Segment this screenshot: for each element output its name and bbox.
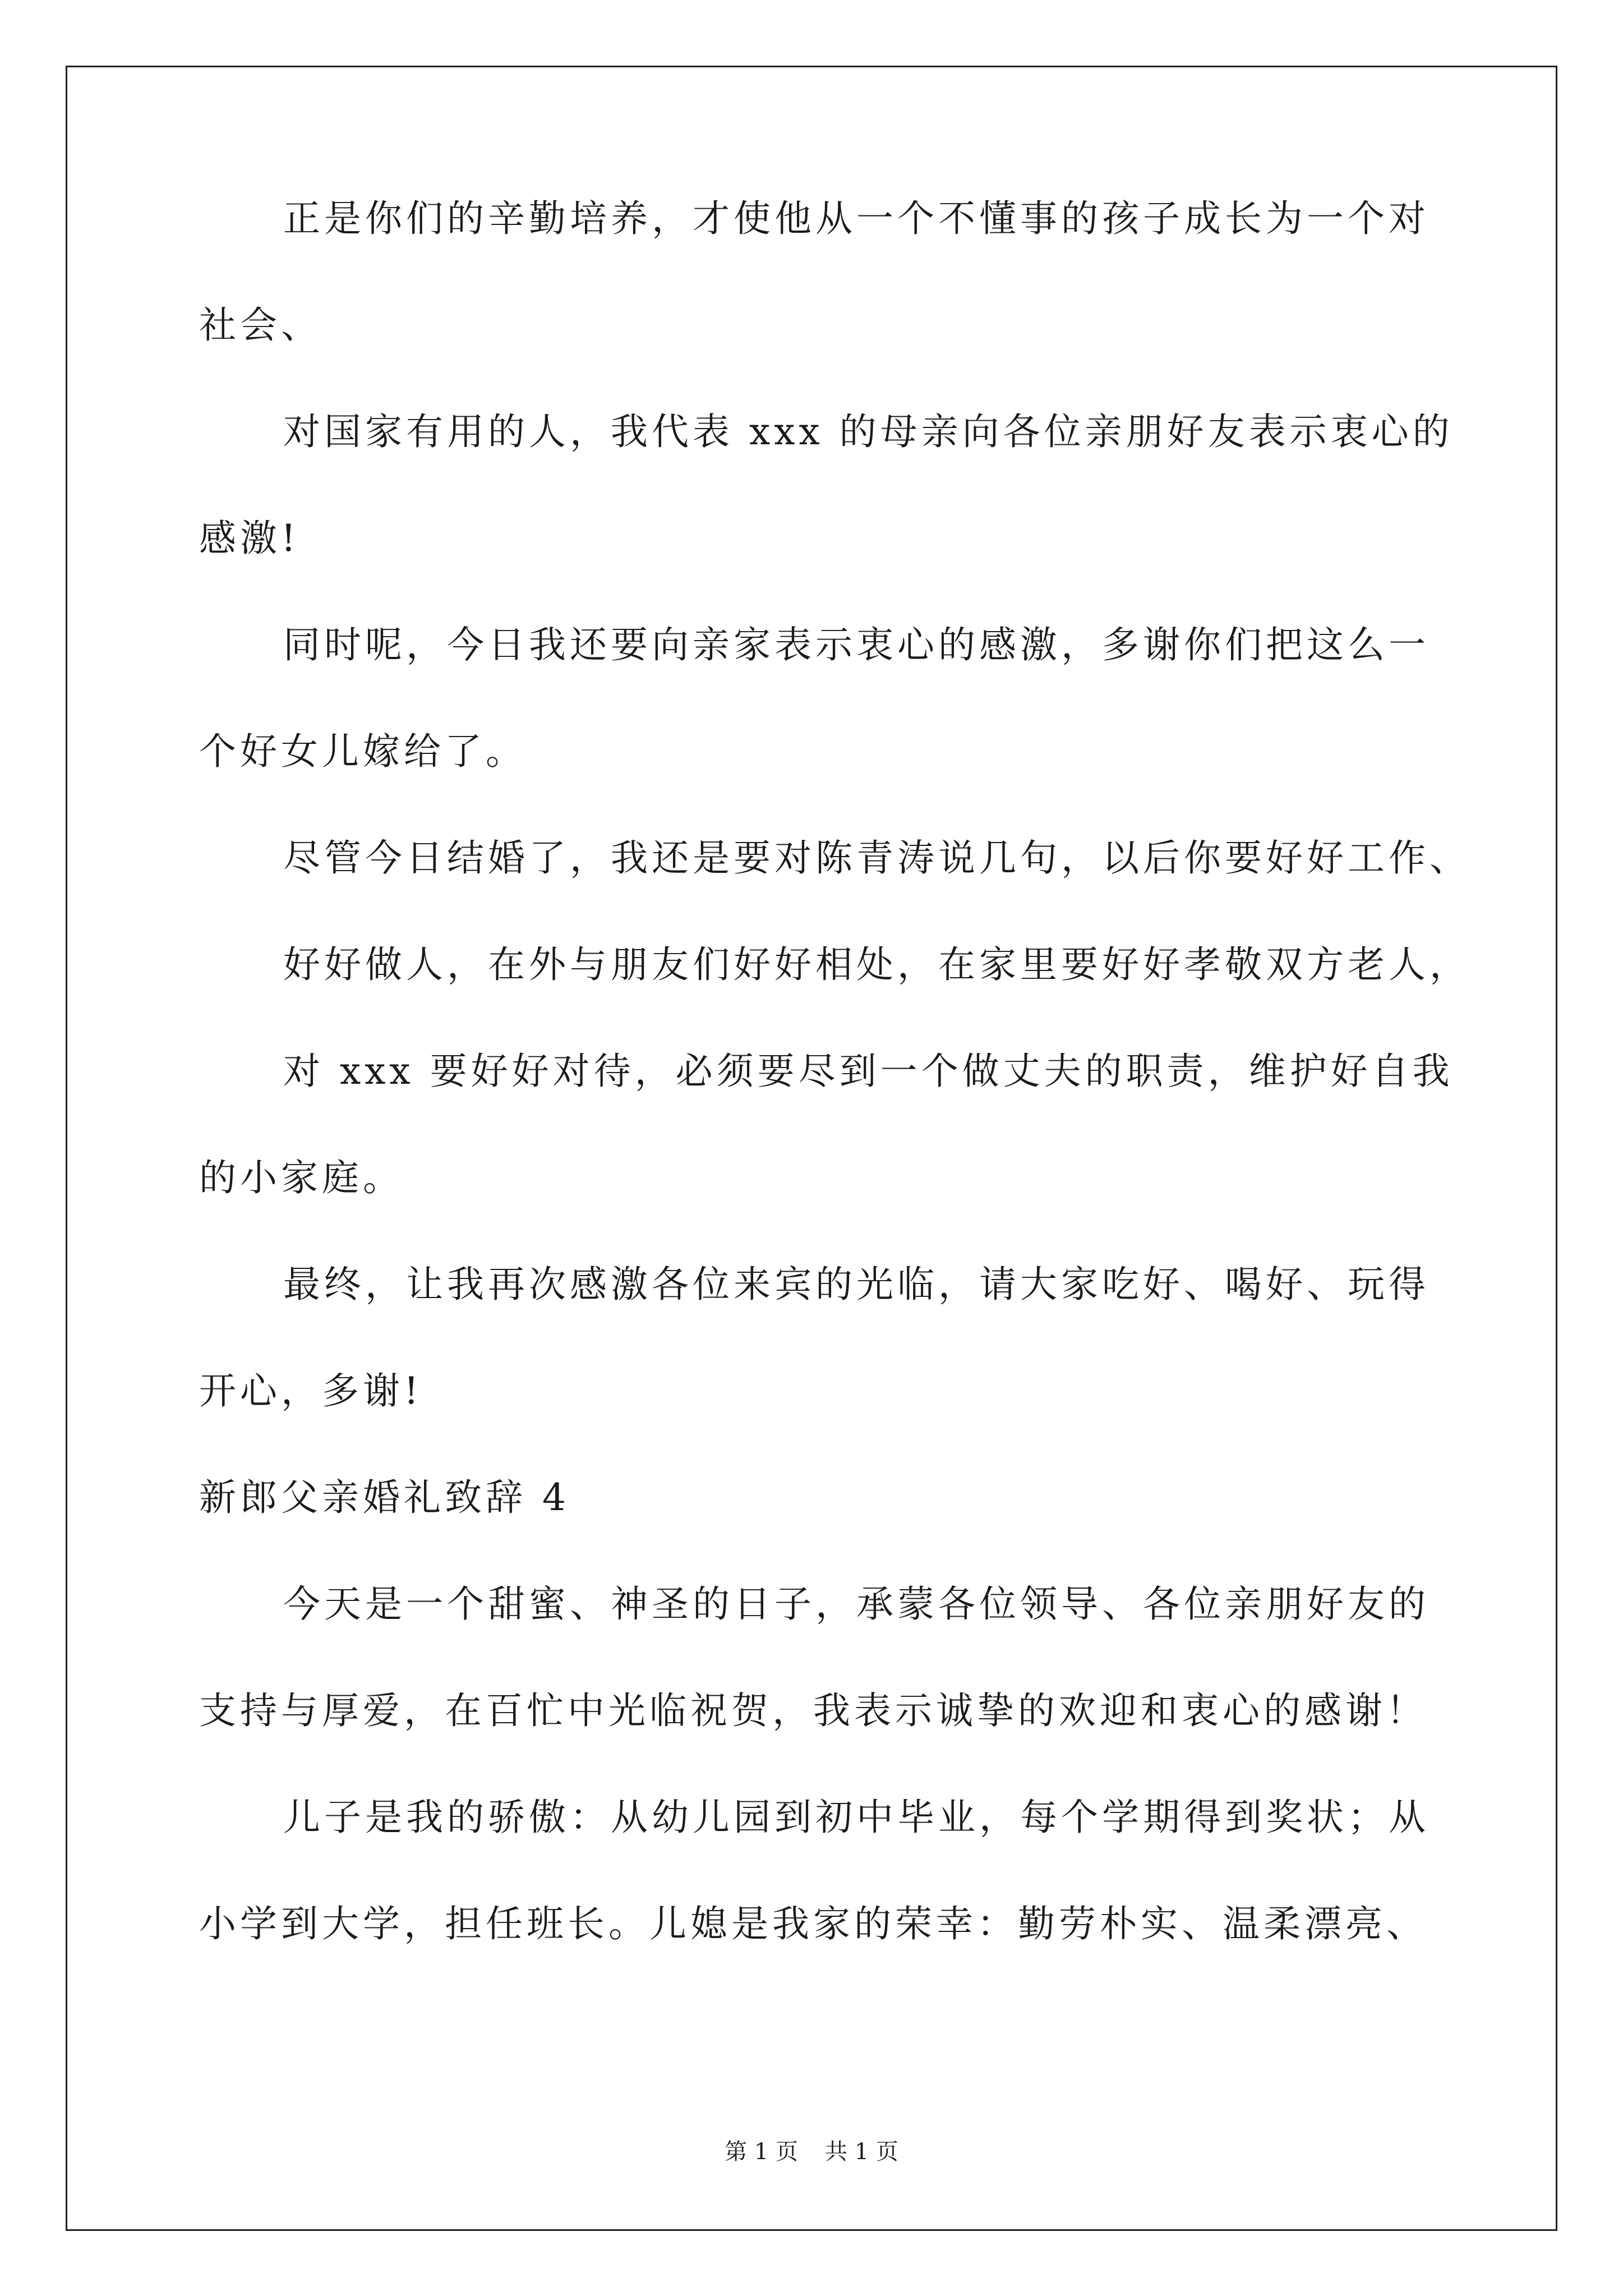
text-line: 对 xxx 要好好对待，必须要尽到一个做丈夫的职责，维护好自我 (283, 1050, 1454, 1093)
text-line: 感激! (199, 517, 300, 560)
text-line: 开心，多谢! (199, 1369, 423, 1412)
page-number: 第 1 页 (725, 2139, 798, 2165)
text-line: 对国家有用的人，我代表 xxx 的母亲向各位亲朋好友表示衷心的 (283, 410, 1454, 453)
text-line: 最终，让我再次感激各位来宾的光临，请大家吃好、喝好、玩得 (283, 1263, 1430, 1306)
text-line: 社会、 (199, 303, 322, 347)
text-line: 今天是一个甜蜜、神圣的日子，承蒙各位领导、各位亲朋好友的 (283, 1582, 1430, 1626)
text-line: 支持与厚爱，在百忙中光临祝贺，我表示诚挚的欢迎和衷心的感谢！ (199, 1689, 1427, 1732)
page-footer (0, 2136, 1623, 2168)
text-line: 尽管今日结婚了，我还是要对陈青涛说几句，以后你要好好工作、 (283, 836, 1470, 880)
text-line: 个好女儿嫁给了。 (199, 730, 527, 773)
text-line: 好好做人，在外与朋友们好好相处，在家里要好好孝敬双方老人， (283, 943, 1470, 986)
text-line: 的小家庭。 (199, 1156, 404, 1199)
text-line: 正是你们的辛勤培养，才使他从一个不懂事的孩子成长为一个对 (283, 197, 1430, 240)
section-heading: 新郎父亲婚礼致辞 4 (199, 1476, 570, 1519)
text-line: 同时呢，今日我还要向亲家表示衷心的感激，多谢你们把这么一 (283, 623, 1430, 666)
page-total: 共 1 页 (825, 2139, 898, 2165)
text-line: 小学到大学，担任班长。儿媳是我家的荣幸：勤劳朴实、温柔漂亮、 (199, 1902, 1427, 1945)
text-line: 儿子是我的骄傲：从幼儿园到初中毕业，每个学期得到奖状；从 (283, 1796, 1430, 1839)
